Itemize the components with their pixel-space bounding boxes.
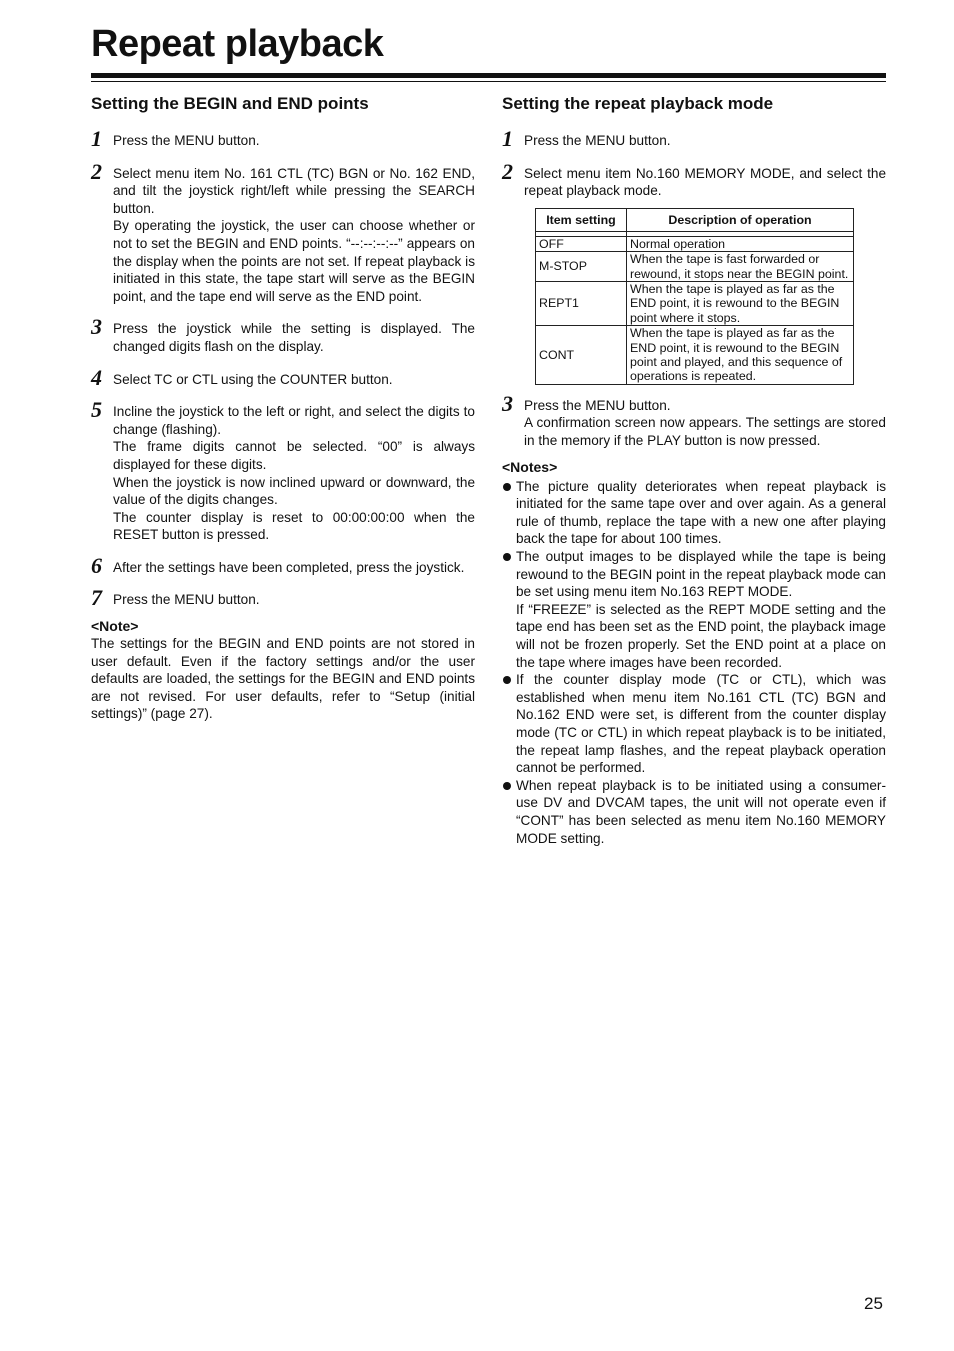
step-item [91,585,475,611]
title-rule-thick [91,73,886,78]
list-item [502,671,886,777]
step-text: The frame digits cannot be selected. “00” is always displayed for these digits. [113,439,475,472]
step-text: Press the MENU button. [524,133,671,148]
table-header-item: Item setting [536,208,627,231]
note-text: If “FREEZE” is selected as the REPT MODE setting and the tape end has been set as the END point, the playback image will not be frozen properly. Set the END point at a place on the tape where images have been recorded. [516,601,886,670]
step-item [91,314,475,355]
table-cell-description: When the tape is played as far as the END point, it is rewound to the BEGIN point where it stops. [627,282,854,326]
table-cell-item: M-STOP [536,252,627,282]
step-number: 2 [502,158,513,184]
table-row [536,252,854,282]
note-text: The settings for the BEGIN and END points are not stored in user default. Even if the factory settings and/or the user defaults are loaded, the settings for the BEGIN and END points are not revised. For user defaults, refer to “Setup (initial settings)” (page 27). [91,636,475,722]
notes-heading: <Notes> [502,458,558,475]
step-number: 1 [502,126,513,151]
step-number: 7 [91,585,102,611]
step-text: Press the MENU button. [524,397,671,413]
section-heading-repeat-mode: Setting the repeat playback mode [502,94,774,113]
step-item [91,552,475,578]
note-text: The picture quality deteriorates when repeat playback is initiated for the same tape over and over again. As a general rule of thumb, replace the tape with a new one after playing back the tape for about 100 times. [516,478,886,547]
table-cell-item: OFF [536,236,627,251]
step-item [91,364,475,390]
table-cell-description: When the tape is fast forwarded or rewound, it stops near the BEGIN point. [627,252,854,282]
list-item [502,777,886,847]
table-row [536,326,854,385]
step-number: 3 [502,390,513,416]
step-item [91,397,475,544]
step-text: Press the MENU button. [113,133,260,148]
step-text: Select menu item No.160 MEMORY MODE, and select the repeat playback mode. [524,165,886,199]
note-text: When repeat playback is to be initiated using a consumer-use DV and DVCAM tapes, the unit will not operate even if “CONT” has been selected as menu item No.160 MEMORY MODE setting. [516,777,886,846]
page-title: Repeat playback [91,23,384,65]
table-header-row [536,208,854,231]
step-text: By operating the joystick, the user can choose whether or not to set the BEGIN and END points. “--:--:--:--” appears on the display when the points are not set. If repeat playback is initiated in this state, the tape start will serve as the BEGIN point, and the tape end will serve as the END point. [113,218,475,304]
step-item [91,126,475,151]
step-text: Press the joystick while the setting is displayed. The changed digits flash on the display. [113,321,475,354]
table-row [536,236,854,251]
step-item [91,158,475,306]
list-item [502,548,886,671]
memory-mode-table [535,208,854,385]
step-item [502,126,886,151]
table-cell-description: When the tape is played as far as the END point, it is rewound to the BEGIN point and played, and this sequence of operations is repeated. [627,326,854,385]
step-number: 5 [91,397,102,423]
table-row [536,282,854,326]
step-text: A confirmation screen now appears. The settings are stored in the memory if the PLAY button is now pressed. [524,415,886,449]
step-text: When the joystick is now inclined upward or downward, the value of the digits changes. [113,474,475,508]
step-item [502,158,886,200]
step-text: Press the MENU button. [113,592,260,608]
step-number: 6 [91,552,102,578]
step-text: The counter display is reset to 00:00:00:00 when the RESET button is pressed. [113,509,475,543]
title-rule-thin [91,81,886,82]
step-text: Select TC or CTL using the COUNTER button. [113,371,393,387]
page-number: 25 [864,1294,883,1313]
step-number: 4 [91,364,102,390]
bullet-icon [503,782,511,790]
notes-list [502,478,886,847]
table-cell-item: CONT [536,326,627,385]
section-heading-begin-end: Setting the BEGIN and END points [91,94,369,113]
step-number: 3 [91,314,102,340]
note-heading: <Note> [91,618,139,635]
right-column [502,92,886,847]
step-item [502,390,886,450]
note-text: If the counter display mode (TC or CTL), which was established when menu item No.161 CTL (TC) BGN and No.162 END were set, is different from the counter display mode (TC or CTL) in which repeat playback is to be initiated, the repeat lamp flashes, and the repeat playback operation cannot be performed. [516,672,886,776]
list-item [502,478,886,548]
bullet-icon [503,483,511,491]
left-column [91,92,475,723]
table-header-description: Description of operation [627,208,854,231]
table-cell-item: REPT1 [536,282,627,326]
note-text: The output images to be displayed while the tape is being rewound to the BEGIN point in the repeat playback mode can be set using menu item No.163 REPT MODE. [516,549,886,600]
step-number: 1 [91,126,102,151]
table-cell-description: Normal operation [627,236,854,251]
step-text: After the settings have been completed, press the joystick. [113,559,465,575]
step-text: Incline the joystick to the left or right, and select the digits to change (flashing). [113,404,475,437]
bullet-icon [503,553,511,561]
step-text: Select menu item No. 161 CTL (TC) BGN or No. 162 END, and tilt the joystick right/left while pressing the SEARCH button. [113,165,475,216]
step-number: 2 [91,158,102,184]
bullet-icon [503,676,511,684]
